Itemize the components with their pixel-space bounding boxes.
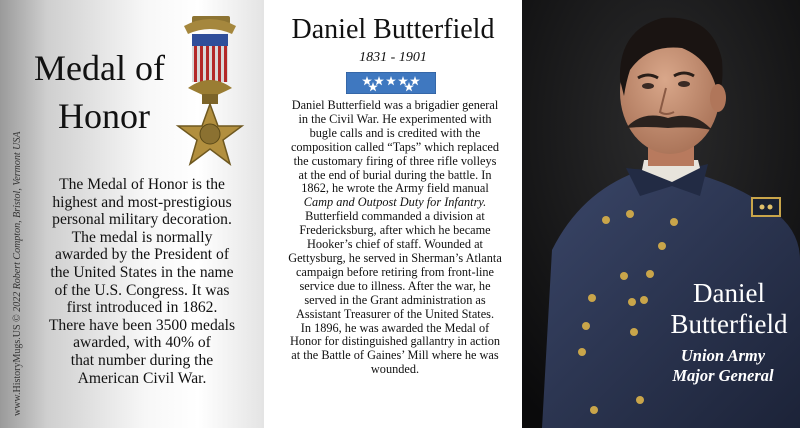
medal-desc-line: The medal is normally (71, 228, 213, 246)
portrait-panel (522, 0, 800, 428)
bio-line: Fredericksburg, after which he became (299, 223, 491, 238)
bio-line: Hooker’s chief of staff. Wounded at (307, 237, 483, 252)
bio-line: Assistant Treasurer of the United States. (295, 306, 495, 321)
bio-line: In 1896, he was awarded the Medal of (300, 320, 490, 335)
bio-line: wounded. (370, 362, 420, 377)
bio-line: service due to illness. After the war, he (299, 278, 491, 293)
credit-notice: 2022 Robert Compton, Bristol, Vermont USA (12, 131, 23, 312)
caption-rank: Major General (672, 365, 774, 385)
medal-desc-line: first introduced in 1862. (66, 299, 218, 317)
medal-ribbon-icon (346, 72, 436, 94)
medal-desc-line: There have been 3500 medals (48, 316, 236, 334)
bio-line: Butterfield commanded a division at (305, 209, 485, 224)
medal-of-honor-image (162, 10, 258, 172)
bio-line: at the end of burial during the battle. In (298, 167, 492, 182)
portrait-caption-name (654, 278, 800, 340)
subject-name: Daniel Butterfield (291, 14, 495, 45)
bio-line: served in the Grant administration as (304, 292, 486, 307)
credit-site: www.HistoryMugs.US (12, 324, 23, 416)
medal-desc-line: personal military decoration. (52, 211, 232, 229)
bio-line: in the Civil War. He experimented with (298, 111, 492, 126)
portrait-caption-service (638, 346, 800, 385)
medal-desc-line: awarded, with 40% of (73, 334, 211, 352)
bio-line: 1862, he wrote the Army field manual (301, 181, 489, 196)
caption-last-name: Butterfield (670, 309, 788, 339)
copyright-symbol: © (12, 314, 23, 322)
medal-desc-line: the United States in the name (50, 263, 234, 281)
caption-first-name: Daniel (693, 278, 765, 308)
medal-desc-line: of the U.S. Congress. It was (54, 281, 230, 299)
bio-line-book-title: Camp and Outpost Duty for Infantry. (303, 195, 487, 210)
bio-line: Honor for distinguished gallantry in action (289, 334, 501, 349)
biography-text (276, 99, 514, 377)
medal-desc-line: American Civil War. (77, 369, 207, 387)
bio-line: Daniel Butterfield was a brigadier general (291, 98, 499, 112)
bio-line: Gettysburg, he served in Sherman’s Atlanta (288, 250, 502, 265)
bio-line: campaign before retiring from front-line (295, 264, 495, 279)
medal-desc-line: that number during the (70, 351, 214, 369)
medal-desc-line: The Medal of Honor is the (59, 176, 225, 193)
medal-desc-line: highest and most-prestigious (52, 193, 232, 211)
bio-line: the customary firing of three rifle volleys (293, 153, 497, 168)
bio-line: composition called “Taps” which replaced (290, 139, 500, 154)
medal-panel (0, 0, 264, 428)
caption-unit: Union Army (680, 346, 766, 365)
bio-line: at the Battle of Gaines’ Mill where he was (291, 348, 499, 363)
medal-title-line2: Honor (58, 96, 150, 136)
bio-line: bugle calls and is credited with the (309, 125, 481, 140)
biography-panel (264, 0, 522, 428)
medal-description (26, 176, 258, 387)
medal-title-line1: Medal of (34, 48, 165, 88)
medal-desc-line: awarded by the President of (54, 246, 230, 264)
copyright-credit (12, 16, 23, 416)
subject-dates: 1831 - 1901 (359, 50, 427, 65)
